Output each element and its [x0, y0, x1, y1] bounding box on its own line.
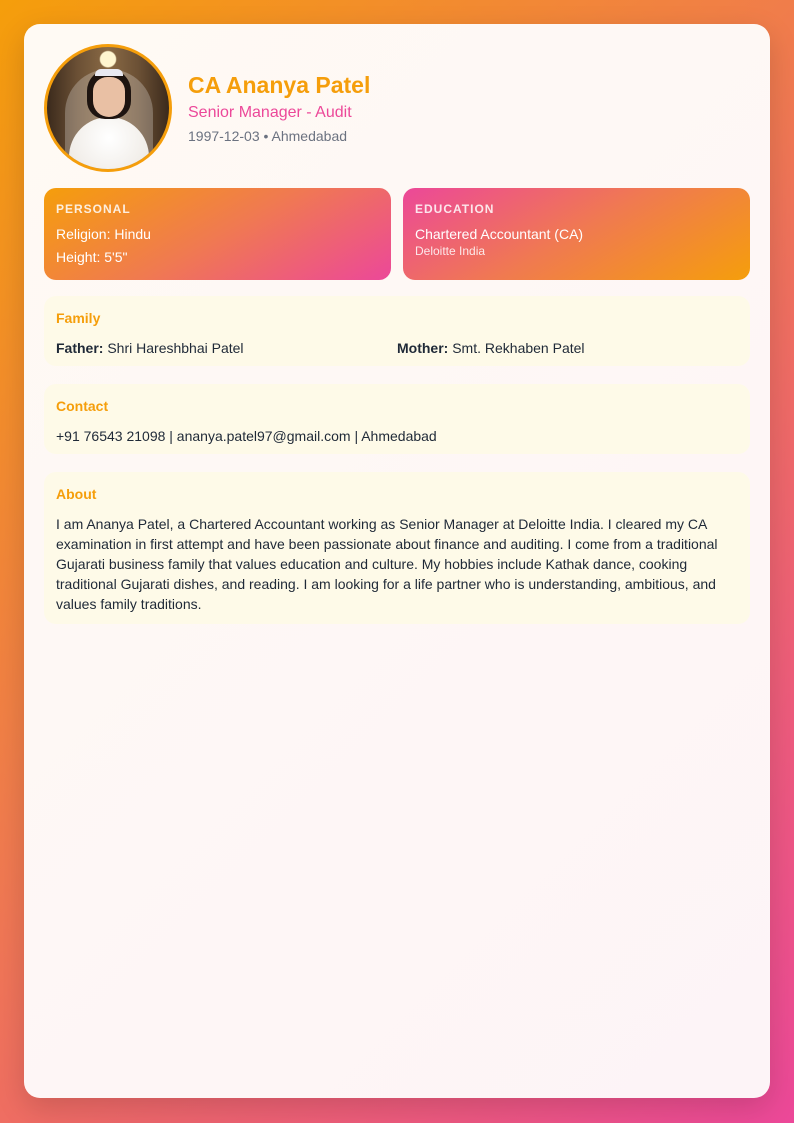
religion: Religion: Hindu — [56, 226, 151, 242]
personal-heading: PERSONAL — [56, 202, 131, 216]
family-heading: Family — [56, 310, 101, 326]
profile-name: CA Ananya Patel — [188, 72, 371, 98]
profile-title: Senior Manager - Audit — [188, 104, 352, 121]
height: Height: 5'5" — [56, 249, 128, 265]
employer: Deloitte India — [415, 244, 486, 258]
family-section — [44, 296, 750, 366]
contact-heading: Contact — [56, 398, 109, 414]
about-heading: About — [56, 486, 97, 502]
contact-section — [44, 384, 750, 454]
contact-text: +91 76543 21098 | ananya.patel97@gmail.com | Ahmedabad — [56, 428, 437, 444]
about-text: I am Ananya Patel, a Chartered Accountant working as Senior Manager at Deloitte India. I cleared my CA examination in first attempt and have been passionate about finance and auditing. I come from a traditional Gujarati business family that values education and culture. My hobbies include Kathak dance, cooking traditional Gujarati dishes, and reading. I am looking for a life partner who is understanding, ambitious, and values family traditions. — [56, 516, 718, 612]
mother: Mother: Smt. Rekhaben Patel — [397, 340, 585, 356]
personal-box — [44, 188, 391, 280]
about-section — [44, 472, 750, 624]
education-heading: EDUCATION — [415, 202, 495, 216]
profile-photo — [44, 44, 172, 172]
profile-meta: 1997-12-03 • Ahmedabad — [188, 128, 348, 144]
degree: Chartered Accountant (CA) — [415, 226, 584, 242]
father: Father: Shri Hareshbhai Patel — [56, 340, 244, 356]
profile-card — [24, 24, 770, 1098]
education-box — [403, 188, 750, 280]
